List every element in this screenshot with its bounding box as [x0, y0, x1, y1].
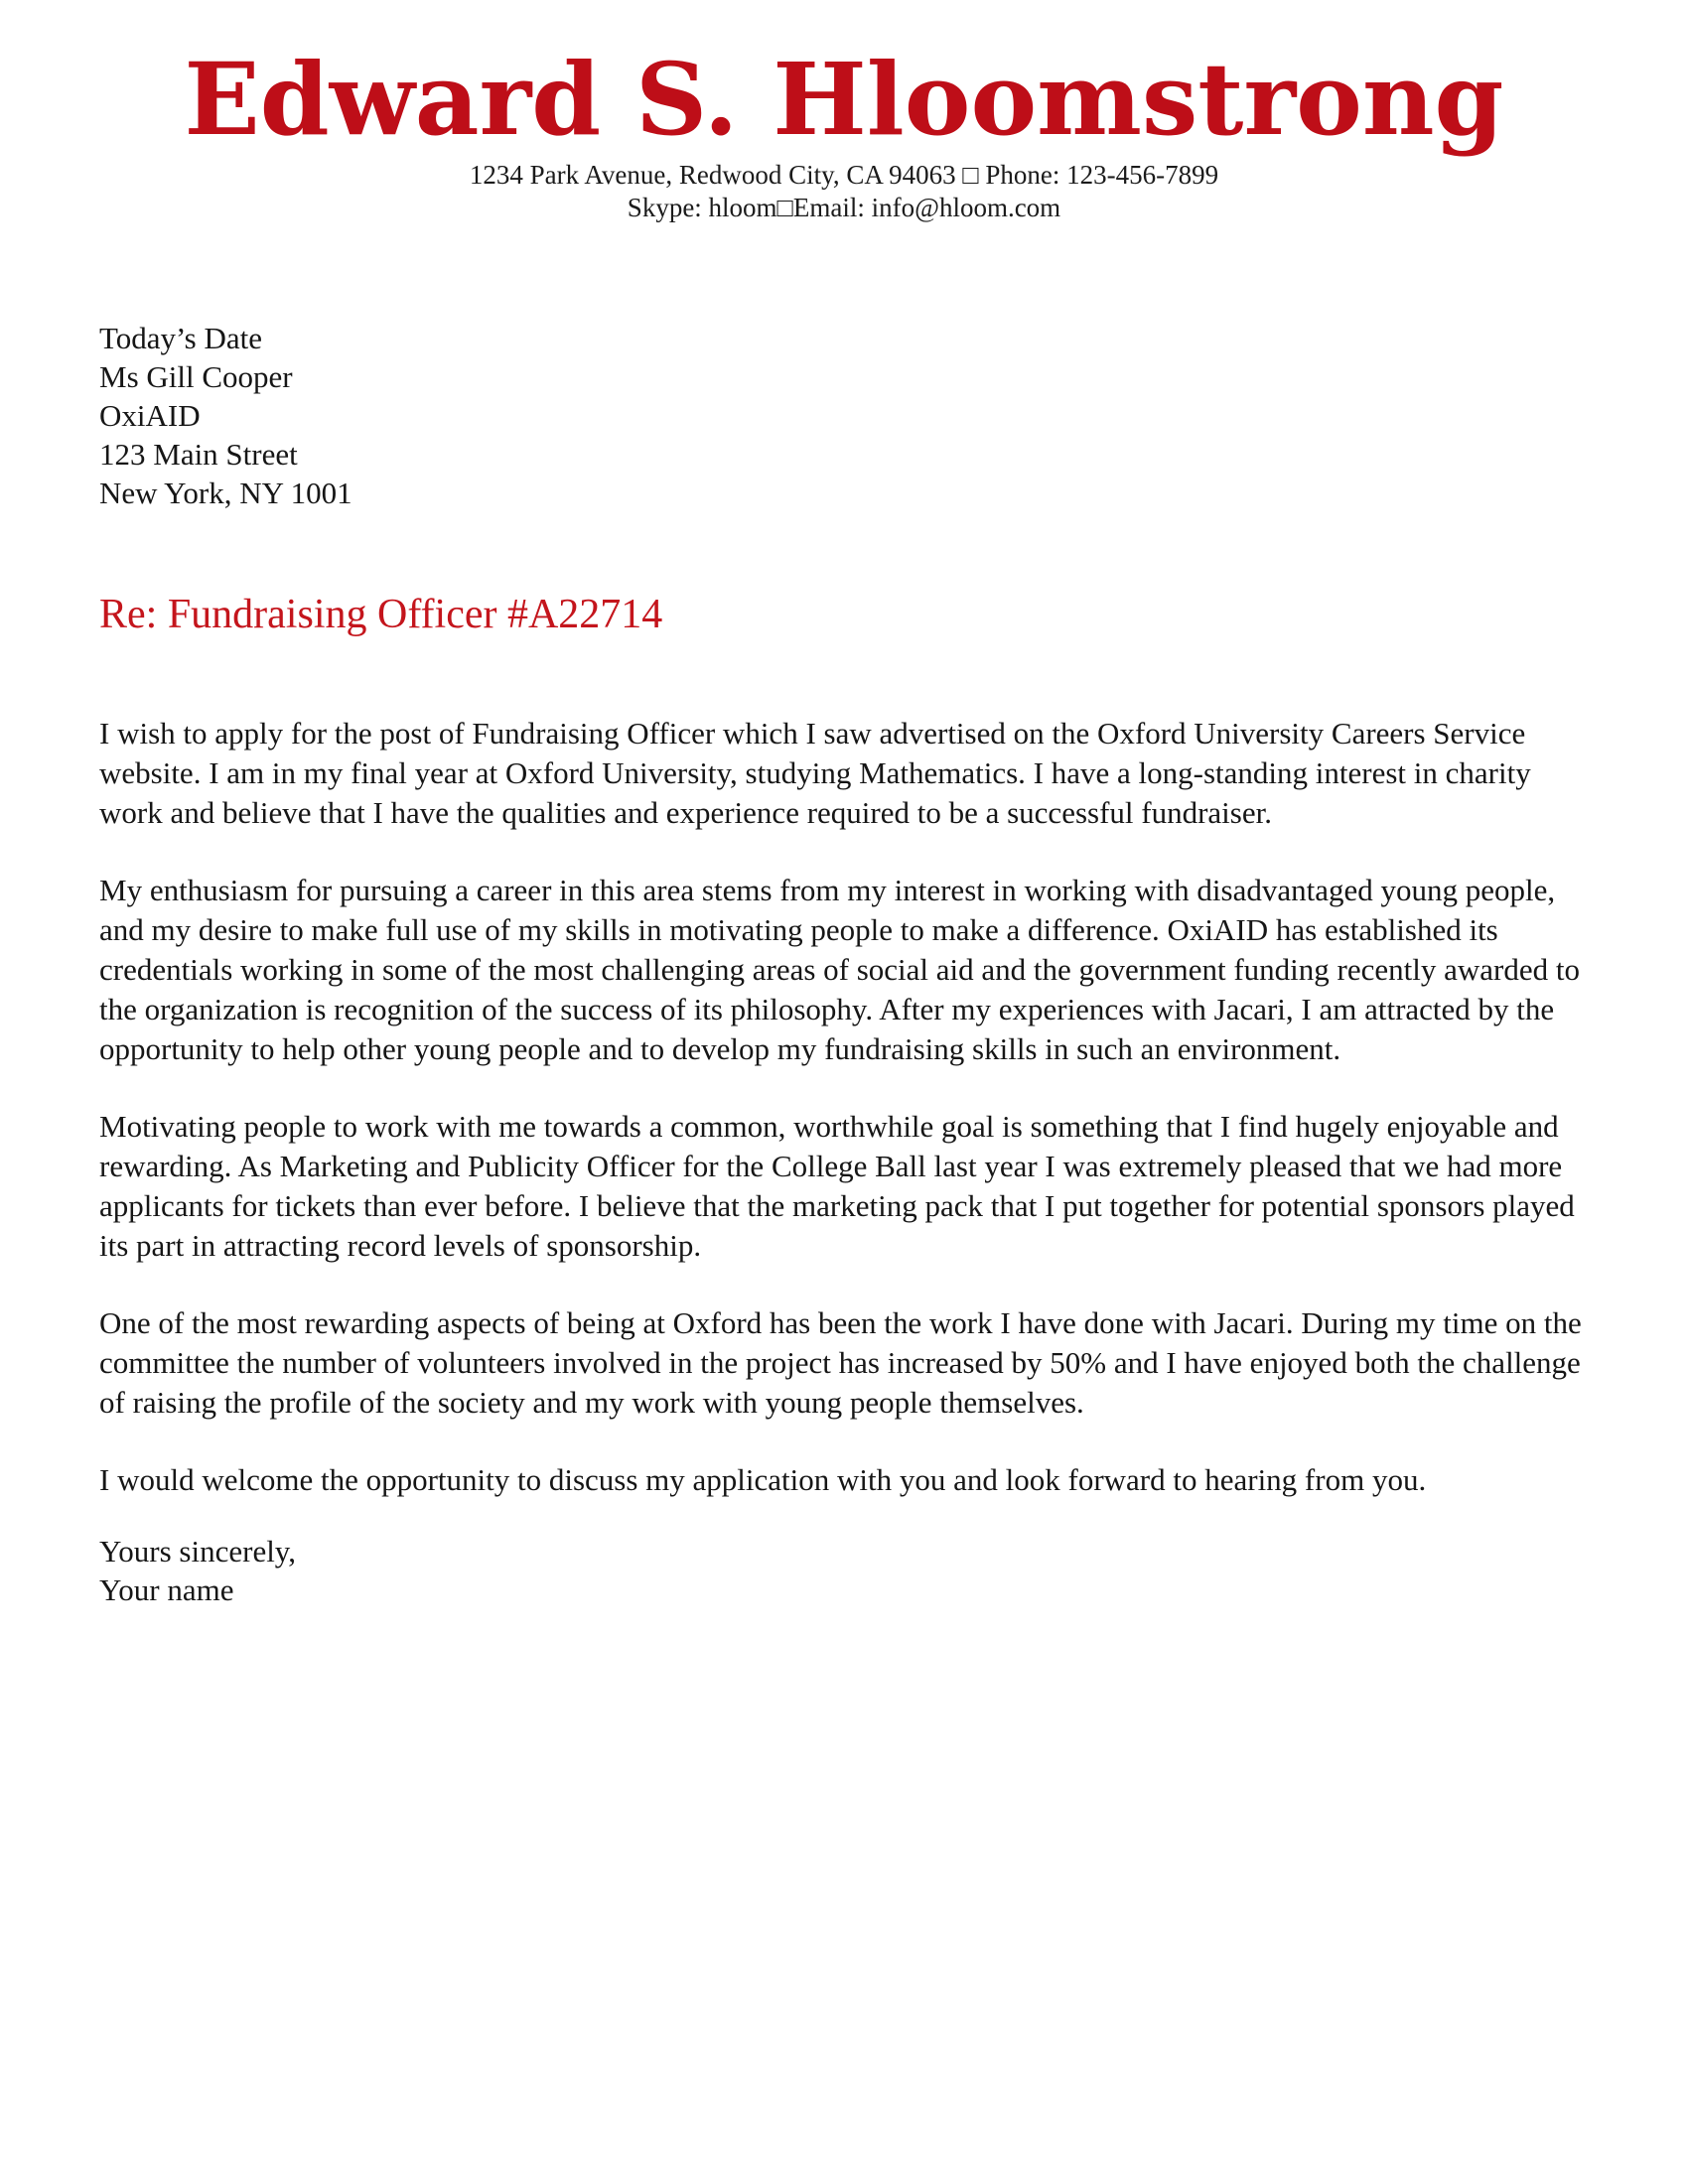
letter-body [99, 714, 1589, 1500]
contact-line-address-phone: 1234 Park Avenue, Redwood City, CA 94063 □ Phone: 123-456-7899 [469, 160, 1219, 190]
body-paragraph-2: My enthusiasm for pursuing a career in this area stems from my interest in working with disadvantaged young people, and my desire to make full use of my skills in motivating people to make a difference. OxiAID has established its credentials working in some of the most challenging areas of social aid and the government funding recently awarded to the organization is recognition of the success of its philosophy. After my experiences with Jacari, I am attracted by the opportunity to help other young people and to develop my fundraising skills in such an environment. [99, 873, 1580, 1066]
body-paragraph-5: I would welcome the opportunity to discuss my application with you and look forward to hearing from you. [99, 1462, 1427, 1497]
recipient-street: 123 Main Street [99, 437, 298, 472]
contact-line-skype-email: Skype: hloom□Email: info@hloom.com [627, 193, 1061, 222]
sender-name: Edward S. Hloomstrong [184, 41, 1504, 158]
recipient-name: Ms Gill Cooper [99, 359, 293, 394]
subject-line: Re: Fundraising Officer #A22714 [99, 592, 663, 637]
closing-block [99, 1532, 1589, 1609]
recipient-block [99, 319, 1589, 512]
closing-salutation: Yours sincerely, [99, 1534, 297, 1569]
body-paragraph-3: Motivating people to work with me towards a common, worthwhile goal is something that I find hugely enjoyable and rewarding. As Marketing and Publicity Officer for the College Ball last year I was extremely pleased that we had more applicants for tickets than ever before. I believe that the marketing pack that I put together for potential sponsors played its part in attracting record levels of sponsorship. [99, 1109, 1575, 1263]
date-line: Today’s Date [99, 321, 262, 355]
contact-info [0, 159, 1688, 224]
body-paragraph-4: One of the most rewarding aspects of being at Oxford has been the work I have done with Jacari. During my time on the committee the number of volunteers involved in the project has increased by 50% and I have enjoyed both the challenge of raising the profile of the society and my work with young people themselves. [99, 1305, 1582, 1420]
letterhead [0, 0, 1688, 224]
closing-signature-name: Your name [99, 1572, 234, 1607]
recipient-organization: OxiAID [99, 398, 201, 433]
recipient-city: New York, NY 1001 [99, 476, 352, 510]
body-paragraph-1: I wish to apply for the post of Fundraising Officer which I saw advertised on the Oxford University Careers Service website. I am in my final year at Oxford University, studying Mathematics. I have a long-standing interest in charity work and believe that I have the qualities and experience required to be a successful fundraiser. [99, 716, 1531, 830]
